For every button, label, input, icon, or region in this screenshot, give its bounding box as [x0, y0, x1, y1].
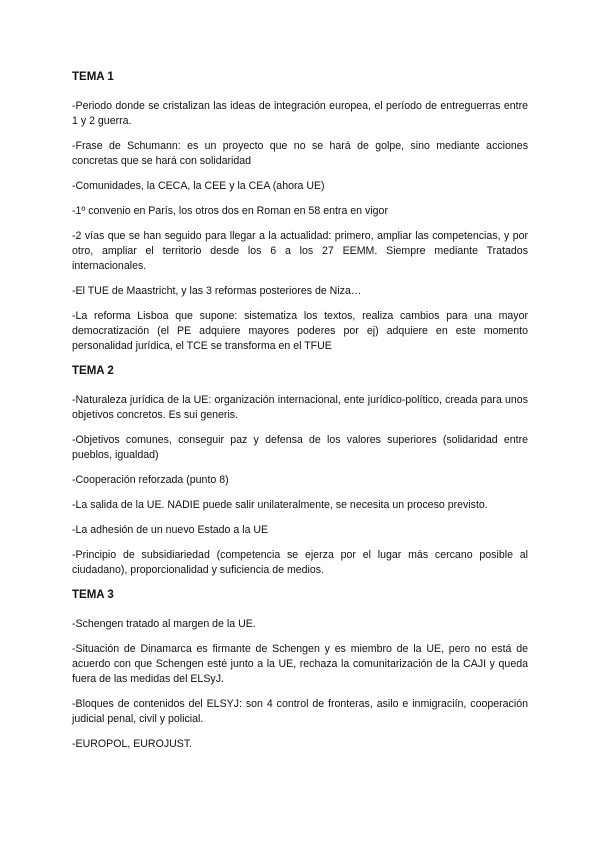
- paragraph: -La adhesión de un nuevo Estado a la UE: [72, 524, 269, 536]
- paragraph: -Comunidades, la CECA, la CEE y la CEA (ahora UE): [72, 180, 325, 192]
- paragraph: -Situación de Dinamarca es firmante de Schengen y es miembro de la UE, pero no está de acuerdo con que Schengen esté junto a la UE, rechaza la comunitarización de la CAJI y queda fuera de las medidas del ELSyJ.: [72, 643, 528, 685]
- paragraph: -Cooperación reforzada (punto 8): [72, 474, 229, 486]
- paragraph: -Schengen tratado al margen de la UE.: [72, 618, 256, 630]
- section-heading: TEMA 2: [72, 365, 114, 377]
- section-tema-3: [72, 588, 528, 752]
- paragraph: -Frase de Schumann: es un proyecto que no se hará de golpe, sino mediante acciones concretas que se hará con solidaridad: [72, 140, 528, 167]
- paragraph: -EUROPOL, EUROJUST.: [72, 738, 193, 750]
- paragraph: -La reforma Lisboa que supone: sistematiza los textos, realiza cambios para una mayor democratización (el PE adquiere mayores poderes por ej) adquiere en este momento personalidad jurídica, el TCE se transforma en el TFUE: [72, 310, 528, 352]
- paragraph: -Naturaleza jurídica de la UE: organización internacional, ente jurídico-político, creada para unos objetivos concretos. Es sui generis.: [72, 394, 528, 421]
- paragraph: -Principio de subsidiariedad (competencia se ejerza por el lugar más cercano posible al ciudadano), proporcionalidad y suficiencia de medios.: [72, 549, 528, 576]
- section-heading: TEMA 3: [72, 589, 114, 601]
- paragraph: -El TUE de Maastricht, y las 3 reformas posteriores de Niza…: [72, 285, 362, 297]
- paragraph: -2 vías que se han seguido para llegar a la actualidad: primero, ampliar las competencias, y por otro, ampliar el territorio desde los 6 a los 27 EEMM. Siempre mediante Tratados internacionales.: [72, 230, 528, 272]
- section-tema-1: [72, 70, 528, 354]
- paragraph: -Periodo donde se cristalizan las ideas de integración europea, el período de entreguerras entre 1 y 2 guerra.: [72, 100, 528, 127]
- paragraph: -Bloques de contenidos del ELSYJ: son 4 control de fronteras, asilo e inmigraciín, cooperación judicial penal, civil y policial.: [72, 698, 528, 725]
- paragraph: -Objetivos comunes, conseguir paz y defensa de los valores superiores (solidaridad entre pueblos, igualdad): [72, 434, 528, 461]
- section-heading: TEMA 1: [72, 71, 114, 83]
- paragraph: -La salida de la UE. NADIE puede salir unilateralmente, se necesita un proceso previsto.: [72, 499, 488, 511]
- section-tema-2: [72, 364, 528, 578]
- paragraph: -1º convenio en París, los otros dos en Roman en 58 entra en vigor: [72, 205, 388, 217]
